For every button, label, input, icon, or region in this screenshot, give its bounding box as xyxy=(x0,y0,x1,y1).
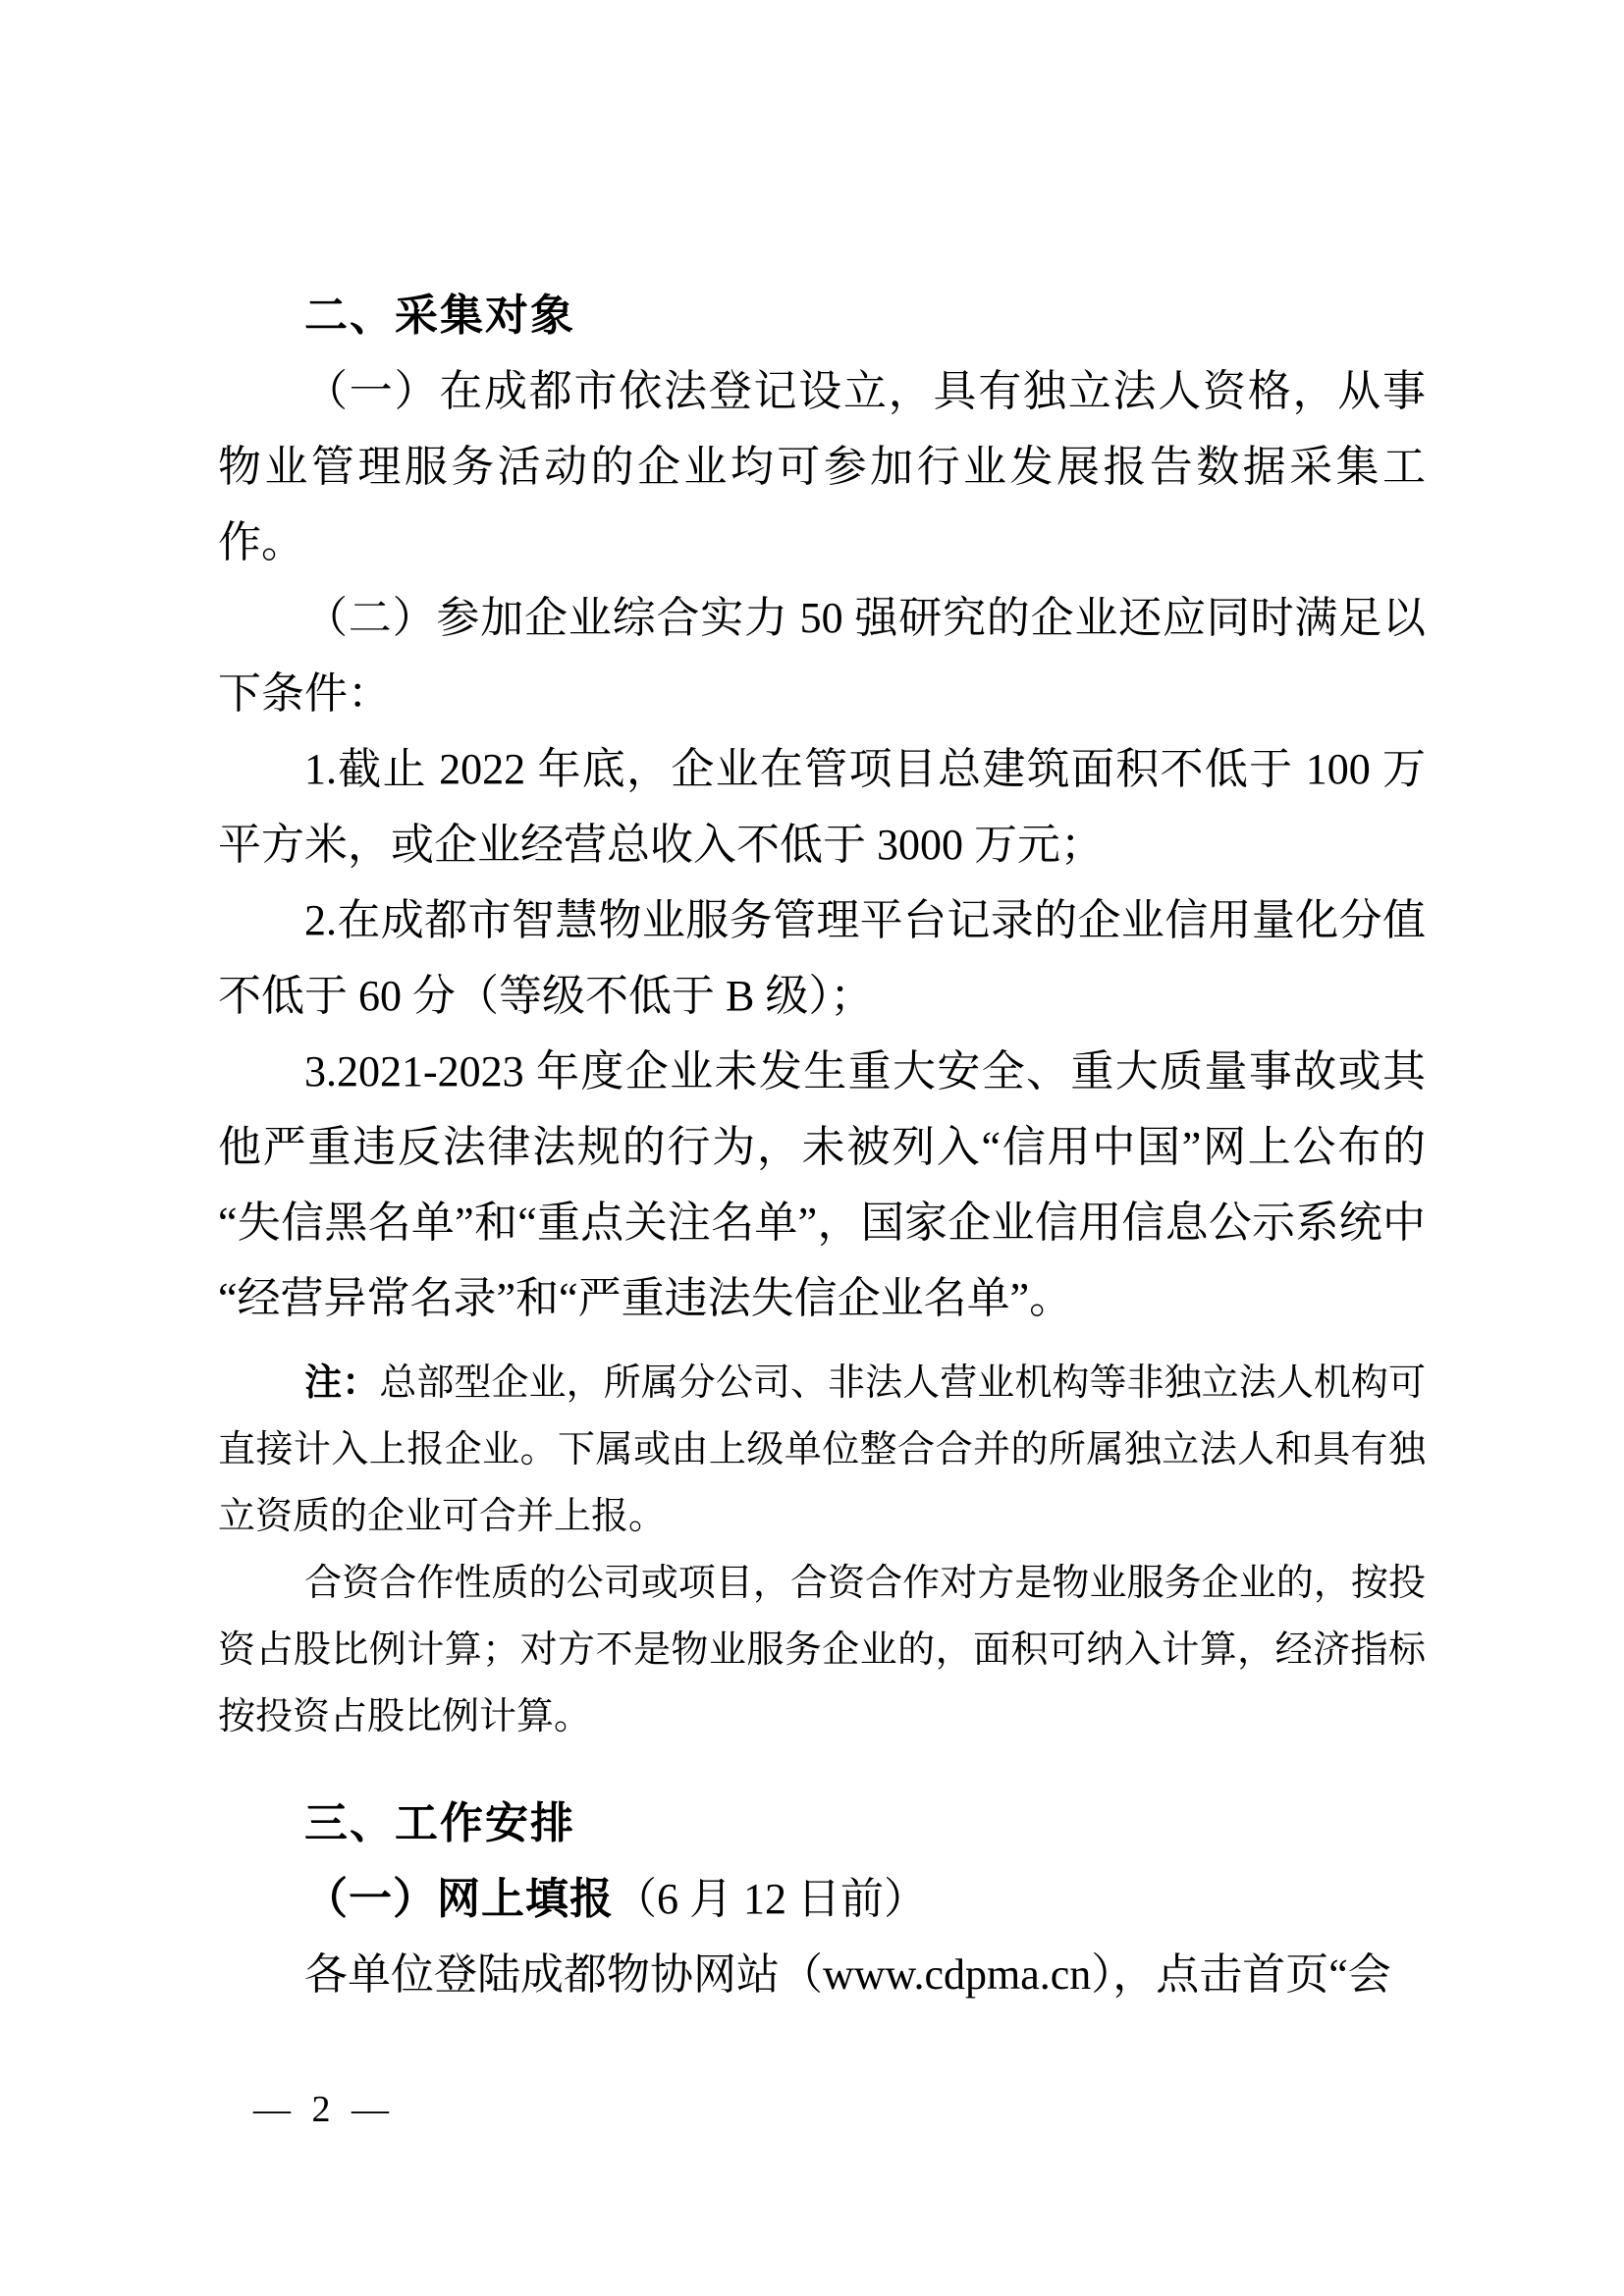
section-heading-work-arrangement: 三、工作安排 xyxy=(304,1799,575,1847)
subsection-heading-bold-text: （一）网上填报 xyxy=(304,1875,614,1923)
note-paragraph-1 xyxy=(218,1350,1426,1550)
section-heading-collection-targets: 二、采集对象 xyxy=(304,292,575,340)
paragraph-eligibility-general: （一）在成都市依法登记设立，具有独立法人资格，从事物业管理服务活动的企业均可参加行业发展报告数据采集工作。 xyxy=(218,367,1426,566)
list-item-condition-2: 2.在成都市智慧物业服务管理平台记录的企业信用量化分值不低于 60 分（等级不低于 B 级）； xyxy=(218,896,1426,1020)
paragraph-website-instruction: 各单位登陆成都物协网站（www.cdpma.cn），点击首页“会 xyxy=(304,1950,1391,1999)
list-item-condition-1: 1.截止 2022 年底，企业在管项目总建筑面积不低于 100 万平方米，或企业经营总收入不低于 3000 万元； xyxy=(218,745,1426,869)
list-item-condition-3: 3.2021-2023 年度企业未发生重大安全、重大质量事故或其他严重违反法律法规的行为，未被列入“信用中国”网上公布的“失信黑名单”和“重点关注名单”，国家企业信用信息公示系统中“经营异常名录”和“严重违法失信企业名单”。 xyxy=(218,1047,1426,1322)
subsection-heading-date-text: （6 月 12 日前） xyxy=(614,1875,927,1923)
note-label: 注： xyxy=(304,1362,380,1404)
document-body xyxy=(218,278,1426,2012)
page-number: — 2 — xyxy=(253,2089,395,2130)
note-text-1: 总部型企业，所属分公司、非法人营业机构等非独立法人机构可直接计入上报企业。下属或由上级单位整合合并的所属独立法人和具有独立资质的企业可合并上报。 xyxy=(218,1362,1426,1537)
paragraph-top50-conditions-intro: （二）参加企业综合实力 50 强研究的企业还应同时满足以下条件： xyxy=(218,594,1426,718)
note-paragraph-2: 合资合作性质的公司或项目，合资合作对方是物业服务企业的，按投资占股比例计算；对方不是物业服务企业的，面积可纳入计算，经济指标按投资占股比例计算。 xyxy=(218,1563,1426,1737)
subsection-heading-online-filing xyxy=(218,1861,1426,1937)
